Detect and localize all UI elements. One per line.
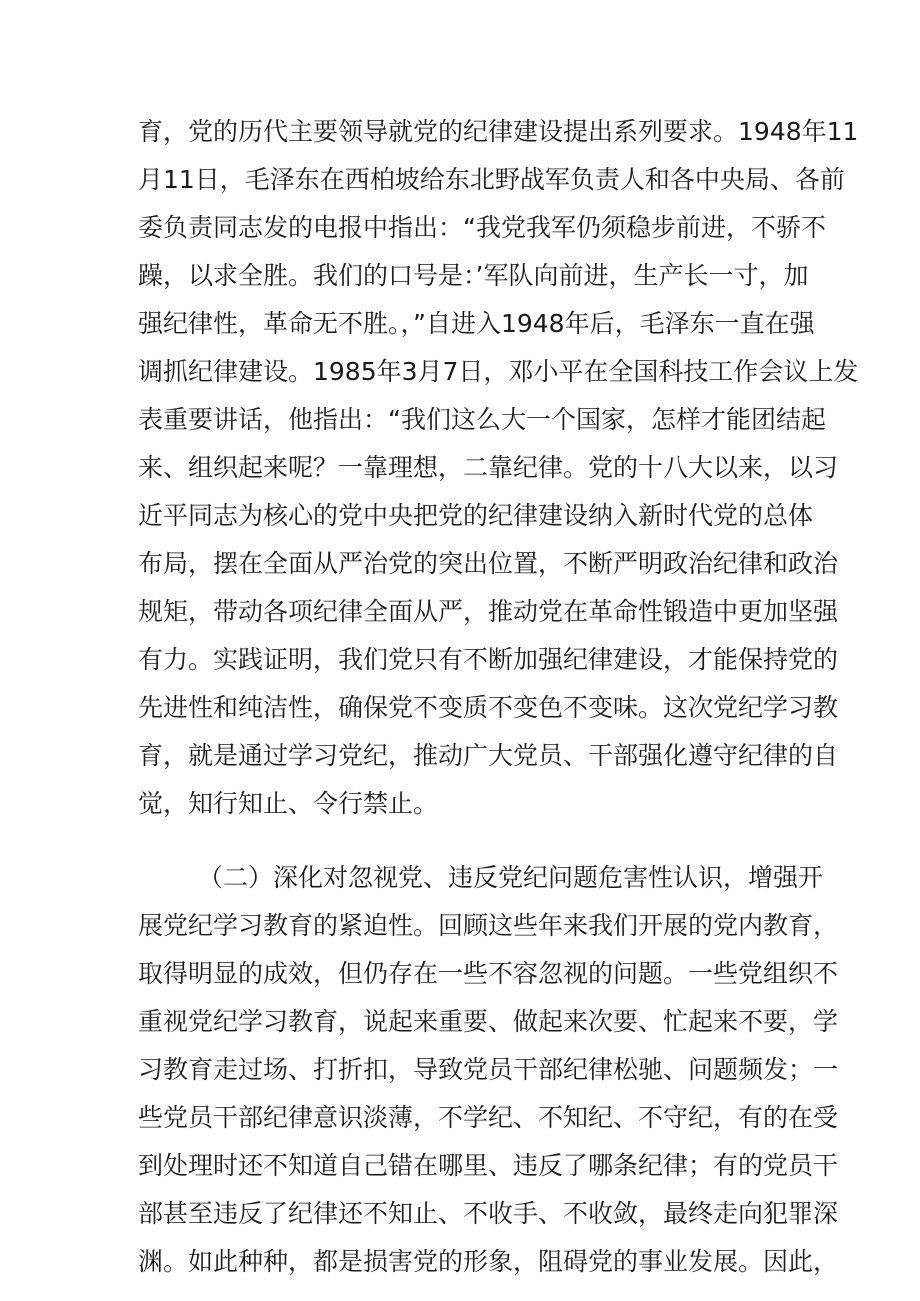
- text-line: 规矩，带动各项纪律全面从严，推动党在革命性锻造中更加坚强: [138, 597, 839, 626]
- text-line: 觉，知行知止、令行禁止。: [138, 789, 439, 818]
- text-line: 展党纪学习教育的紧迫性。回顾这些年来我们开展的党内教育，: [138, 911, 839, 940]
- text-line: 育，党的历代主要领导就党的纪律建设提出系列要求。1948年11: [138, 117, 859, 146]
- text-line: 到处理时还不知道自己错在哪里、违反了哪条纪律；有的党员干: [138, 1151, 839, 1180]
- text-line: 些党员干部纪律意识淡薄，不学纪、不知纪、不守纪，有的在受: [138, 1103, 839, 1132]
- text-line: 育，就是通过学习党纪，推动广大党员、干部强化遵守纪律的自: [138, 741, 839, 770]
- text-line: 部甚至违反了纪律还不知止、不收手、不收敛，最终走向犯罪深: [138, 1199, 839, 1228]
- text-line: 近平同志为核心的党中央把党的纪律建设纳入新时代党的总体: [138, 501, 814, 530]
- text-line: 重视党纪学习教育，说起来重要、做起来次要、忙起来不要，学: [138, 1007, 839, 1036]
- text-line: 表重要讲话，他指出：“我们这么大一个国家，怎样才能团结起: [138, 405, 826, 434]
- text-line: 习教育走过场、打折扣，导致党员干部纪律松驰、问题频发；一: [138, 1055, 839, 1084]
- text-line: 布局，摆在全面从严治党的突出位置，不断严明政治纪律和政治: [138, 549, 839, 578]
- text-line: 委负责同志发的电报中指出：“我党我军仍须稳步前进，不骄不: [138, 213, 826, 242]
- text-line: 取得明显的成效，但仍存在一些不容忽视的问题。一些党组织不: [138, 959, 839, 988]
- text-line: 先进性和纯洁性，确保党不变质不变色不变味。这次党纪学习教: [138, 693, 839, 722]
- text-line: 躁，以求全胜。我们的口号是：’军队向前进，生产长一寸，加: [138, 261, 809, 290]
- text-line: 来、组织起来呢？一靠理想，二靠纪律。党的十八大以来，以习: [138, 453, 839, 482]
- text-line: 有力。实践证明，我们党只有不断加强纪律建设，才能保持党的: [138, 645, 839, 674]
- text-line: 月11日，毛泽东在西柏坡给东北野战军负责人和各中央局、各前: [138, 165, 845, 194]
- text-line: 调抓纪律建设。1985年3月7日，邓小平在全国科技工作会议上发: [138, 357, 859, 386]
- section-heading-line: （二）深化对忽视党、违反党纪问题危害性认识，增强开: [198, 863, 824, 892]
- text-line: 渊。如此种种，都是损害党的形象，阻碍党的事业发展。因此，: [138, 1247, 839, 1276]
- text-line: 强纪律性，革命无不胜。，”自进入1948年后，毛泽东一直在强: [138, 309, 815, 338]
